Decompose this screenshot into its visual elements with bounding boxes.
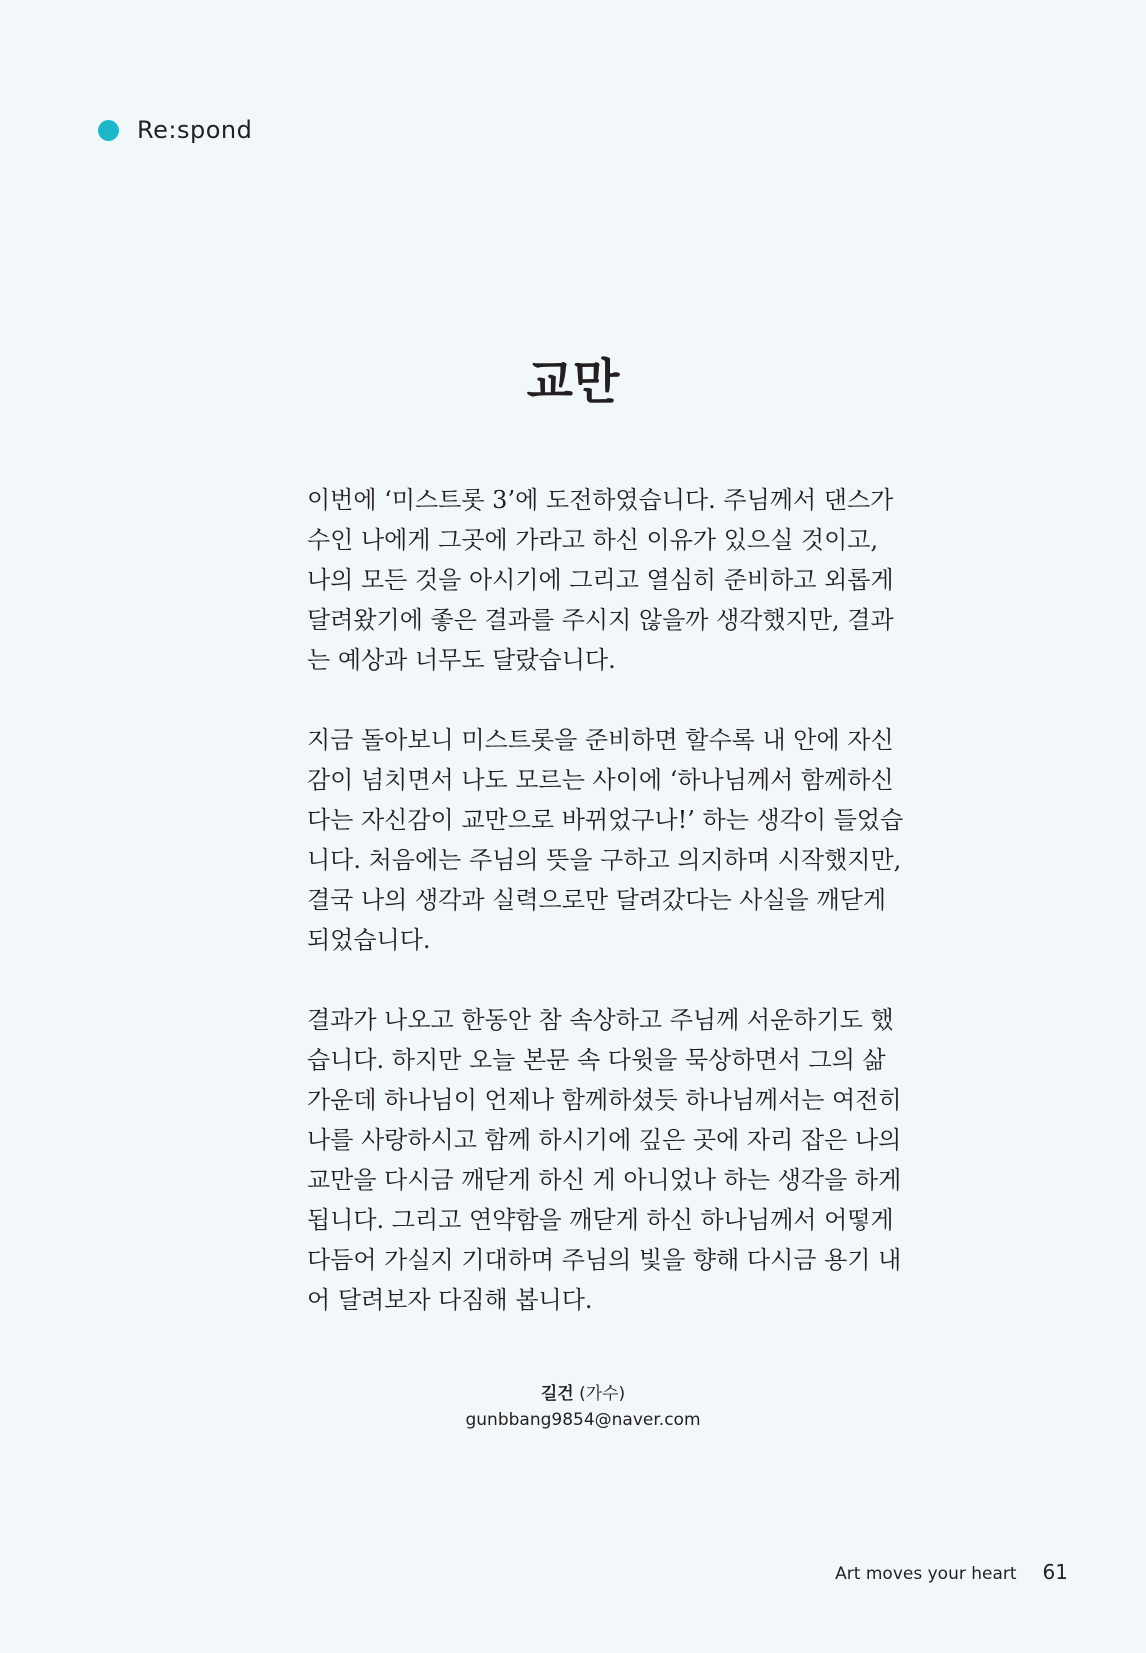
text-line: 됩니다. 그리고 연약함을 깨닫게 하신 하나님께서 어떻게 — [307, 1206, 894, 1234]
text-line: 어 달려보자 다짐해 봅니다. — [307, 1286, 593, 1314]
author-role: (가수) — [579, 1384, 626, 1404]
text-line: 나를 사랑하시고 함께 하시기에 깊은 곳에 자리 잡은 나의 — [307, 1126, 902, 1154]
author-email: gunbbang9854@naver.com — [465, 1410, 701, 1430]
text-line: 나의 모든 것을 아시기에 그리고 열심히 준비하고 외롭게 — [307, 566, 894, 594]
paragraph-3 — [307, 1000, 902, 1320]
text-line: 지금 돌아보니 미스트롯을 준비하면 할수록 내 안에 자신 — [307, 726, 894, 754]
page-footer — [835, 1560, 1068, 1584]
section-header — [98, 112, 252, 148]
paragraph-1 — [307, 480, 894, 680]
text-line: 니다. 처음에는 주님의 뜻을 구하고 의지하며 시작했지만, — [307, 846, 902, 874]
text-line: 이번에 ‘미스트롯 3’에 도전하였습니다. 주님께서 댄스가 — [307, 486, 894, 514]
text-line: 다는 자신감이 교만으로 바뀌었구나!’ 하는 생각이 들었습 — [307, 806, 904, 834]
text-line: 가운데 하나님이 언제나 함께하셨듯 하나님께서는 여전히 — [307, 1086, 902, 1114]
text-line: 다듬어 가실지 기대하며 주님의 빛을 향해 다시금 용기 내 — [307, 1246, 902, 1274]
article-title: 교만 — [526, 354, 620, 410]
author-name: 길건 — [540, 1384, 574, 1404]
text-line: 습니다. 하지만 오늘 본문 속 다윗을 묵상하면서 그의 삶 — [307, 1046, 886, 1074]
paragraph-2 — [307, 720, 904, 960]
page-number: 61 — [1042, 1560, 1068, 1584]
article-body — [307, 480, 904, 1360]
text-line: 는 예상과 너무도 달랐습니다. — [307, 646, 616, 674]
text-line: 결국 나의 생각과 실력으로만 달려갔다는 사실을 깨닫게 — [307, 886, 887, 914]
text-line: 교만을 다시금 깨닫게 하신 게 아니었나 하는 생각을 하게 — [307, 1166, 902, 1194]
text-line: 결과가 나오고 한동안 참 속상하고 주님께 서운하기도 했 — [307, 1006, 894, 1034]
author-credit — [0, 1381, 1146, 1433]
footer-tagline: Art moves your heart — [835, 1564, 1017, 1584]
section-bullet-icon — [98, 120, 119, 141]
text-line: 달려왔기에 좋은 결과를 주시지 않을까 생각했지만, 결과 — [307, 606, 894, 634]
text-line: 수인 나에게 그곳에 가라고 하신 이유가 있으실 것이고, — [307, 526, 879, 554]
author-line — [0, 1381, 1146, 1407]
text-line: 감이 넘치면서 나도 모르는 사이에 ‘하나님께서 함께하신 — [307, 766, 894, 794]
text-line: 되었습니다. — [307, 926, 431, 954]
section-label: Re:spond — [137, 116, 253, 144]
